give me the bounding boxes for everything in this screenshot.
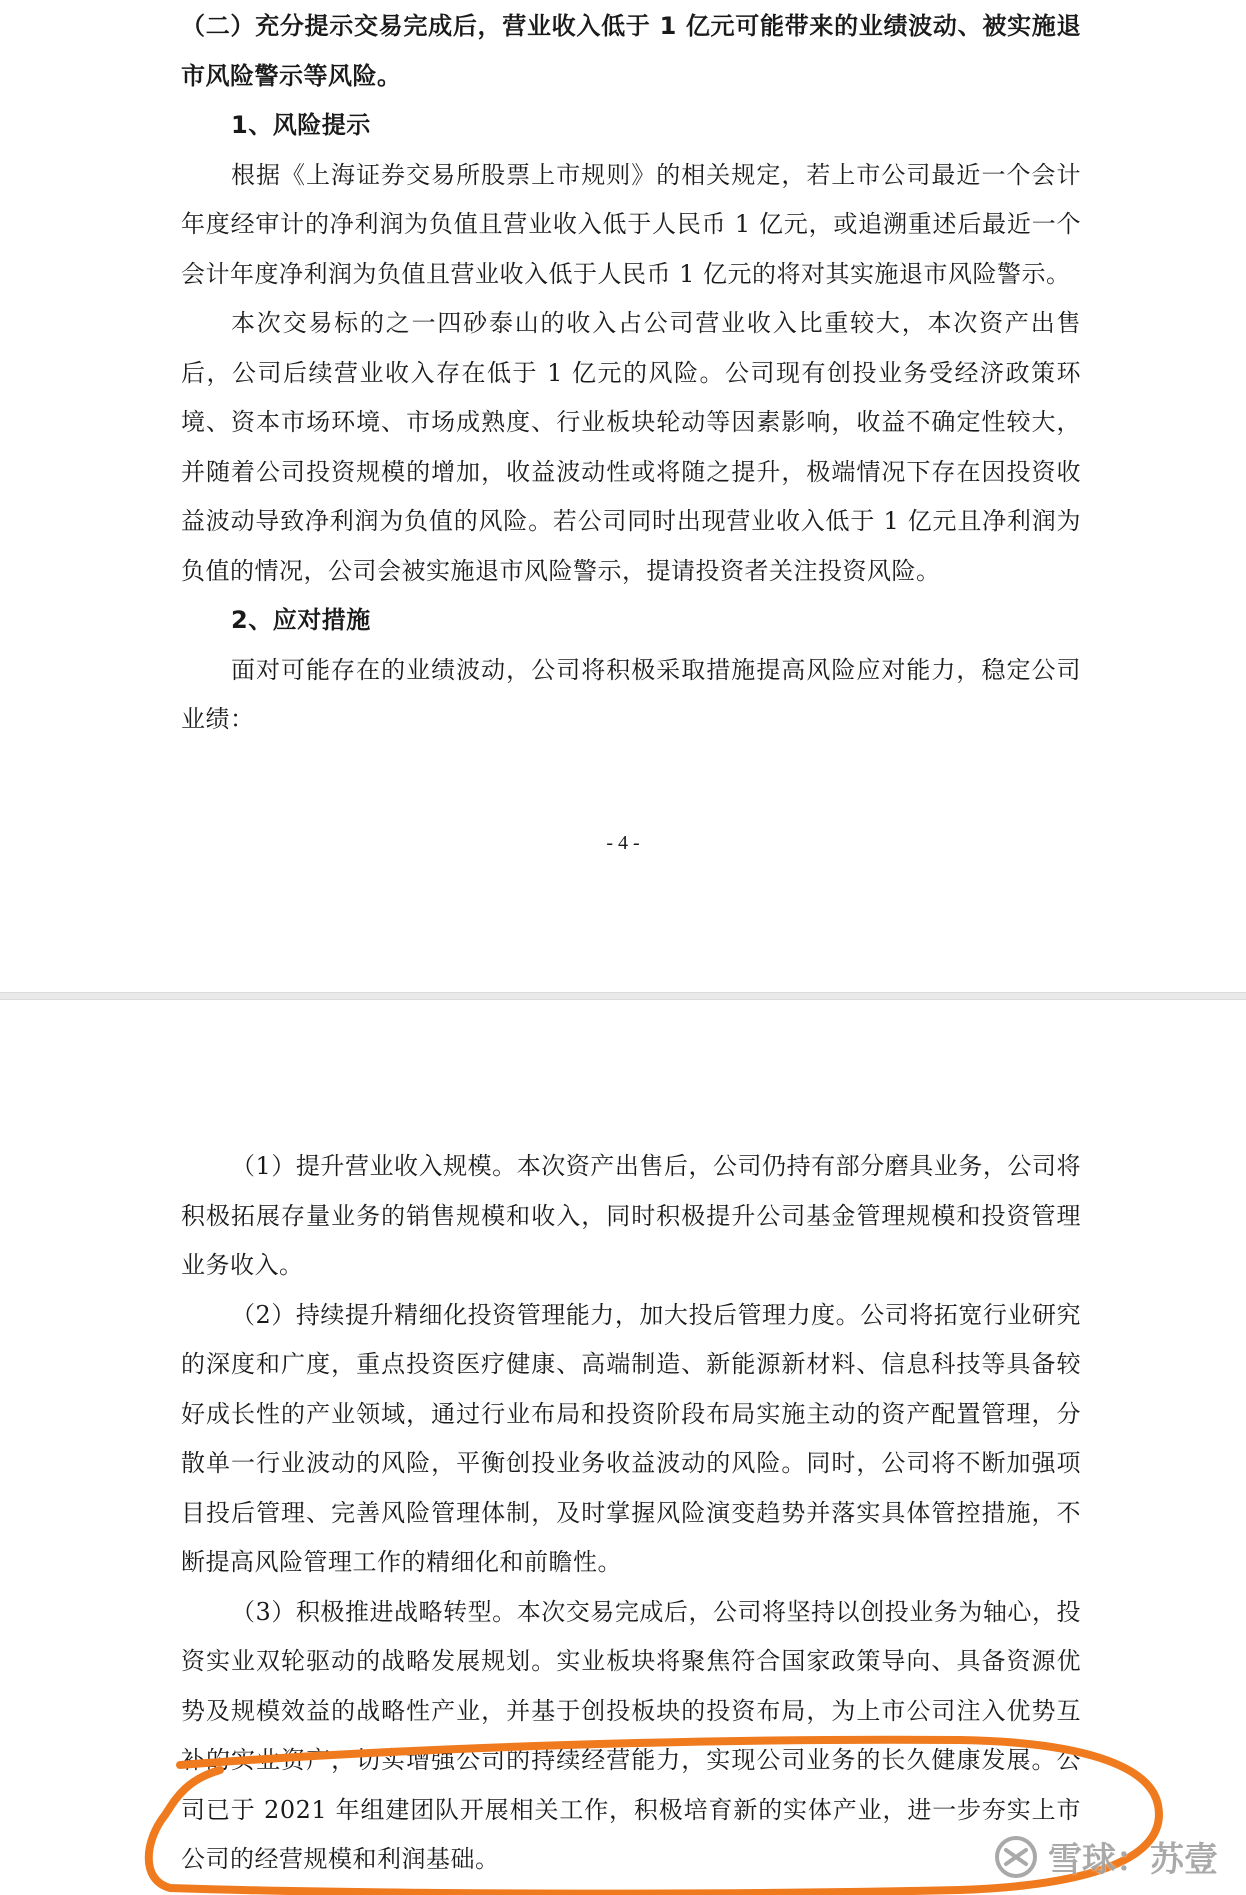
snowball-logo-icon bbox=[994, 1835, 1038, 1879]
countermeasures-heading: 2、应对措施 bbox=[231, 606, 371, 634]
page-number: - 4 - bbox=[606, 832, 640, 854]
page-4-content bbox=[181, 2, 1081, 745]
section-heading: （二）充分提示交易完成后，营业收入低于 1 亿元可能带来的业绩波动、被实施退市风险警示等风险。 bbox=[181, 12, 1081, 90]
document-page-5 bbox=[0, 1000, 1246, 1895]
measure-item-1: （1）提升营业收入规模。本次资产出售后，公司仍持有部分磨具业务，公司将积极拓展存量业务的销售规模和收入，同时积极提升公司基金管理规模和投资管理业务收入。 bbox=[181, 1152, 1081, 1279]
risk-notice-paragraph-2: 本次交易标的之一四砂泰山的收入占公司营业收入比重较大，本次资产出售后，公司后续营业收入存在低于 1 亿元的风险。公司现有创投业务受经济政策环境、资本市场环境、市场成熟度、行业板块轮动等因素影响，收益不确定性较大，并随着公司投资规模的增加，收益波动性或将随之提升，极端情况下存在因投资收益波动导致净利润为负值的风险。若公司同时出现营业收入低于 1 亿元且净利润为负值的情况，公司会被实施退市风险警示，提请投资者关注投资风险。 bbox=[181, 309, 1081, 585]
watermark bbox=[994, 1832, 1218, 1881]
measure-item-3: （3）积极推进战略转型。本次交易完成后，公司将坚持以创投业务为轴心，投资实业双轮驱动的战略发展规划。实业板块将聚焦符合国家政策导向、具备资源优势及规模效益的战略性产业，并基于创投板块的投资布局，为上市公司注入优势互补的实业资产，切实增强公司的持续经营能力，实现公司业务的长久健康发展。公司已于 2021 年组建团队开展相关工作，积极培育新的实体产业，进一步夯实上市公司的经营规模和利润基础。 bbox=[181, 1597, 1081, 1873]
risk-notice-paragraph-1: 根据《上海证券交易所股票上市规则》的相关规定，若上市公司最近一个会计年度经审计的净利润为负值且营业收入低于人民币 1 亿元，或追溯重述后最近一个会计年度净利润为负值且营业收入低于人民币 1 亿元的将对其实施退市风险警示。 bbox=[181, 160, 1081, 288]
risk-notice-heading: 1、风险提示 bbox=[231, 111, 371, 139]
page-separator bbox=[0, 992, 1246, 1000]
page-5-content bbox=[181, 1142, 1081, 1885]
watermark-text: 雪球：苏壹 bbox=[1048, 1840, 1218, 1880]
measure-item-2: （2）持续提升精细化投资管理能力，加大投后管理力度。公司将拓宽行业研究的深度和广度，重点投资医疗健康、高端制造、新能源新材料、信息科技等具备较好成长性的产业领域，通过行业布局和投资阶段布局实施主动的资产配置管理，分散单一行业波动的风险，平衡创投业务收益波动的风险。同时，公司将不断加强项目投后管理、完善风险管理体制，及时掌握风险演变趋势并落实具体管控措施，不断提高风险管理工作的精细化和前瞻性。 bbox=[181, 1300, 1081, 1576]
countermeasures-intro: 面对可能存在的业绩波动，公司将积极采取措施提高风险应对能力，稳定公司业绩： bbox=[181, 655, 1081, 733]
